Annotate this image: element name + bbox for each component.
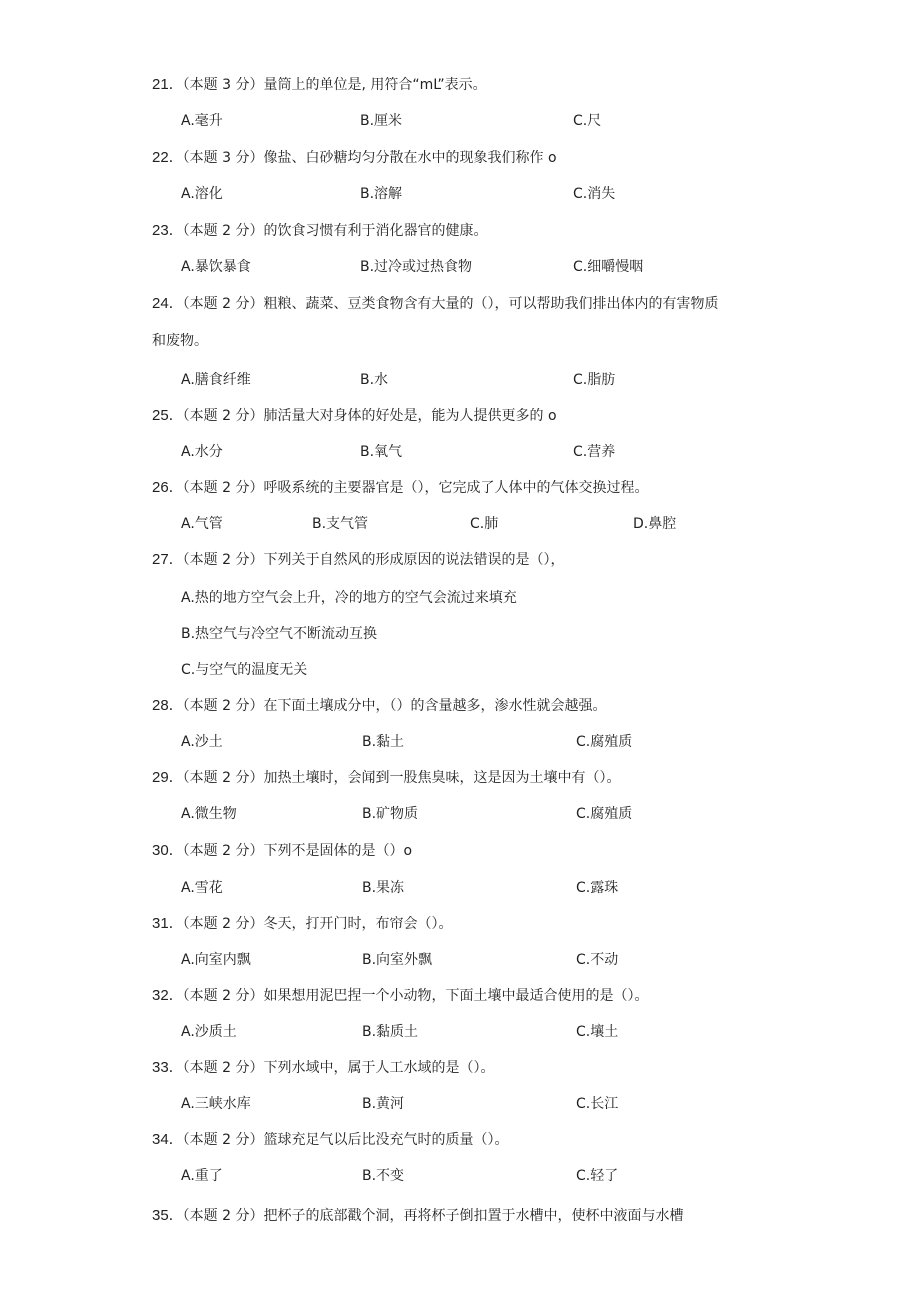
question-21	[152, 76, 487, 94]
option-c: C.腐殖质	[576, 806, 633, 822]
question-28	[152, 697, 607, 715]
question-stem: ．（本题 2 分）在下面土壤成分中，（）的含量越多，渗水性就会越强。	[168, 698, 607, 714]
option-a: A.三峡水库	[181, 1096, 251, 1112]
option-c: C.细嚼慢咽	[573, 259, 644, 275]
question-22	[152, 149, 557, 167]
question-number: 21	[152, 76, 169, 93]
question-stem: ．（本题 2 分）如果想用泥巴捏一个小动物，下面土壤中最适合使用的是（）。	[168, 988, 649, 1004]
question-29	[152, 769, 621, 787]
option-c: C.腐殖质	[576, 734, 633, 750]
question-stem: ．（本题 2 分）的饮食习惯有利于消化器官的健康。	[168, 223, 488, 239]
option-c: C.与空气的温度无关	[181, 662, 308, 678]
option-a: A.微生物	[181, 806, 237, 822]
question-number: 29	[152, 769, 169, 786]
question-26	[152, 479, 649, 497]
option-b: B.溶解	[360, 186, 403, 202]
question-stem: ．（本题 2 分）下列水域中，属于人工水域的是（）。	[168, 1060, 495, 1076]
question-number: 23	[152, 222, 169, 239]
question-34	[152, 1131, 509, 1149]
option-a: A.膳食纤维	[181, 372, 251, 388]
question-number: 31	[152, 915, 169, 932]
question-stem: ．（本题 2 分）下列关于自然风的形成原因的说法错误的是（），	[168, 552, 565, 568]
question-stem: ．（本题 2 分）加热土壤时，会闻到一股焦臭味，这是因为土壤中有（）。	[168, 770, 621, 786]
question-number: 22	[152, 149, 169, 166]
question-number: 25	[152, 407, 169, 424]
option-c: C.营养	[573, 444, 616, 460]
option-a: A.毫升	[181, 113, 223, 129]
question-24	[152, 295, 719, 313]
option-c: C.脂肪	[573, 372, 616, 388]
option-c: C.不动	[576, 952, 619, 968]
option-c: C.长江	[576, 1096, 619, 1112]
question-stem: ．（本题 3 分）像盐、白砂糖均匀分散在水中的现象我们称作 o	[168, 150, 557, 166]
question-stem: ．（本题 2 分）把杯子的底部戳个洞，再将杯子倒扣置于水槽中，使杯中液面与水槽	[168, 1208, 684, 1224]
question-stem: ．（本题 2 分）粗粮、蔬菜、豆类食物含有大量的（），可以帮助我们排出体内的有害物质	[168, 296, 719, 312]
option-c: C.壤土	[576, 1024, 619, 1040]
option-c: C.肺	[470, 516, 499, 532]
question-number: 35	[152, 1207, 169, 1224]
option-c: C.尺	[573, 113, 602, 129]
option-b: B.不变	[362, 1168, 405, 1184]
option-b: B.黄河	[362, 1096, 405, 1112]
option-b: B.黏质土	[362, 1024, 419, 1040]
option-a: A.热的地方空气会上升，冷的地方的空气会流过来填充	[181, 590, 517, 606]
option-b: B.向室外飘	[362, 952, 433, 968]
question-25	[152, 407, 557, 425]
option-d: D.鼻腔	[633, 516, 677, 532]
option-b: B.热空气与冷空气不断流动互换	[181, 626, 378, 642]
option-c: C.轻了	[576, 1168, 619, 1184]
question-32	[152, 987, 649, 1005]
option-a: A.暴饮暴食	[181, 259, 251, 275]
option-b: B.氧气	[360, 444, 403, 460]
question-33	[152, 1059, 495, 1077]
option-b: B.水	[360, 372, 389, 388]
question-number: 28	[152, 697, 169, 714]
question-stem: ．（本题 2 分）肺活量大对身体的好处是，能为人提供更多的 o	[168, 408, 557, 424]
option-b: B.黏土	[362, 734, 405, 750]
option-c: C.露珠	[576, 880, 619, 896]
question-35	[152, 1207, 684, 1225]
question-30	[152, 842, 412, 860]
question-stem: ．（本题 2 分）呼吸系统的主要器官是（），它完成了人体中的气体交换过程。	[168, 480, 649, 496]
option-a: A.雪花	[181, 880, 223, 896]
option-b: B.果冻	[362, 880, 405, 896]
question-number: 33	[152, 1059, 169, 1076]
option-b: B.过冷或过热食物	[360, 259, 473, 275]
option-a: A.气管	[181, 516, 223, 532]
option-a: A.沙质土	[181, 1024, 237, 1040]
question-stem: ．（本题 2 分）篮球充足气以后比没充气时的质量（）。	[168, 1132, 509, 1148]
question-number: 26	[152, 479, 169, 496]
option-a: A.向室内飘	[181, 952, 251, 968]
option-b: B.矿物质	[362, 806, 419, 822]
question-23	[152, 222, 488, 240]
question-number: 24	[152, 295, 169, 312]
question-number: 34	[152, 1131, 169, 1148]
question-stem: ．（本题 2 分）下列不是固体的是（）o	[168, 843, 413, 859]
question-number: 30	[152, 842, 169, 859]
question-stem: ．（本题 3 分）量筒上的单位是, 用符合“mL”表示。	[168, 77, 487, 93]
option-a: A.溶化	[181, 186, 223, 202]
question-number: 32	[152, 987, 169, 1004]
option-b: B.厘米	[360, 113, 403, 129]
option-c: C.消失	[573, 186, 616, 202]
option-a: A.重了	[181, 1168, 223, 1184]
question-stem-continued: 和废物。	[152, 333, 208, 349]
question-number: 27	[152, 551, 169, 568]
option-a: A.沙土	[181, 734, 223, 750]
question-27	[152, 551, 565, 569]
option-a: A.水分	[181, 444, 223, 460]
option-b: B.支气管	[312, 516, 369, 532]
question-stem: ．（本题 2 分）冬天，打开门时，布帘会（）。	[168, 916, 453, 932]
question-31	[152, 915, 453, 933]
